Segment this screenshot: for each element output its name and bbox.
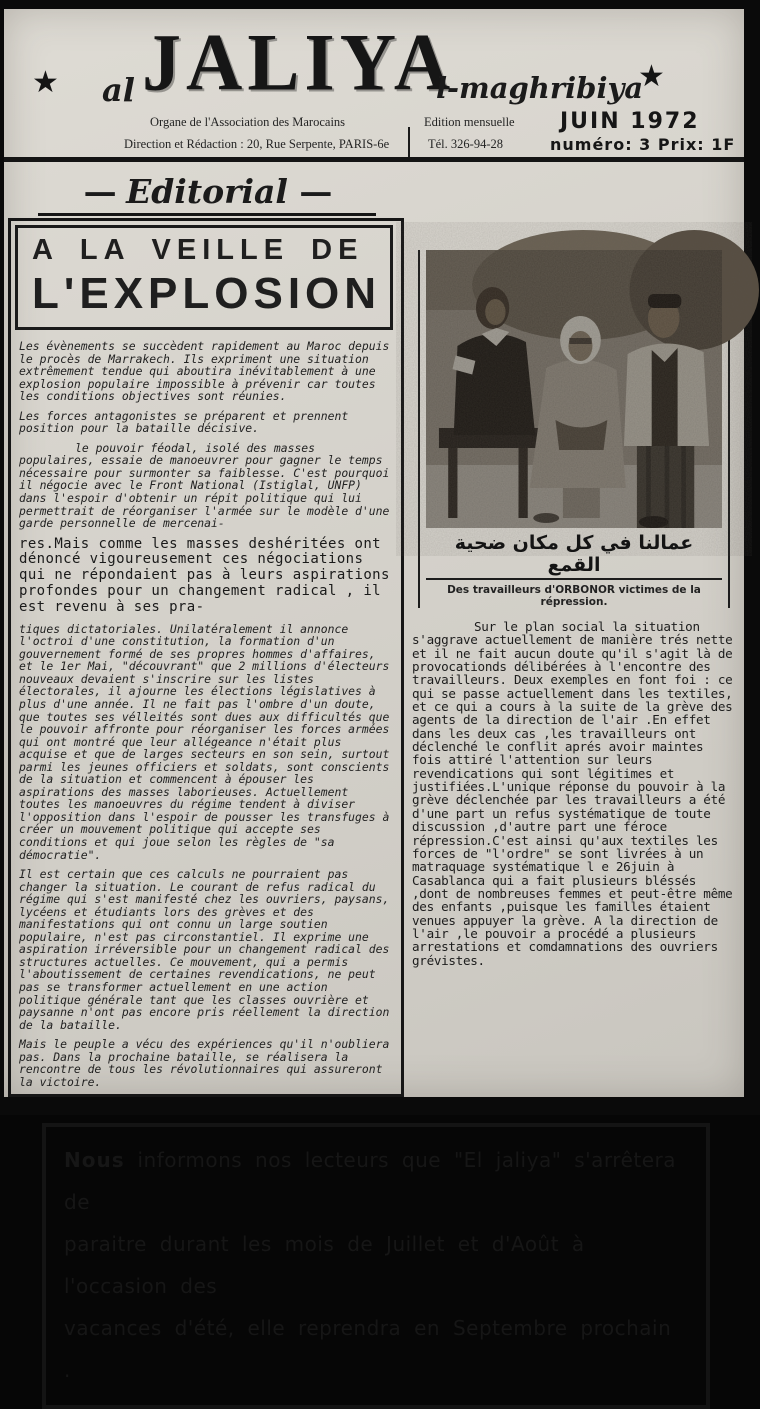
headline-line1: A LA VEILLE DE (32, 234, 364, 266)
masthead-divider-tick (408, 127, 410, 157)
announcement-line: vacances d'été, elle reprendra en Septembre prochain . (64, 1316, 672, 1383)
editorial-box (8, 218, 404, 1097)
announcement-box (42, 1123, 710, 1409)
newspaper-title: JALIYA (142, 15, 456, 108)
social-column (406, 162, 740, 980)
editorial-paragraph: Mais le peuple a vécu des expériences qu'il n'oubliera pas. Dans la prochaine bataille, se réalisera la rencontre de tous les révolutionnaires qui assureront la victoire. (19, 1037, 390, 1089)
organ-line: Organe de l'Association des Marocains (150, 115, 346, 129)
star-icon: ★ (638, 59, 665, 94)
editorial-paragraph: Il est certain que ces calculs ne pourraient pas changer la situation. Le courant de refus radical du régime qui s'est manifesté chez les ouvriers, paysans, lycéens et étudiants lors des grèves et des manifestations qui ont connu un large soutien populaire, n'est pas circonstantiel. Il exprime une aspiration irréversible pour un changement radical des structures actuelles. Ce mouvement, qui a permis l'aboutissement de certaines revendications, ne peut pas se transformer actuellement en une action politique générale tant que les classes ouvrière et paysanne n'ont pas encore pris réellement la direction de la bataille. (19, 867, 390, 1032)
workers-photo (426, 250, 722, 528)
handwritten-date: JUIN 1972 (560, 109, 700, 134)
announcement-lead: Nous (64, 1148, 125, 1173)
announcement-line-text: informons nos lecteurs que "El jaliya" s'arrêtera de (64, 1148, 677, 1215)
editorial-paragraph: le pouvoir féodal, isolé des masses populaires, essaie de manoeuvrer pour gagner le temps nécessaire pour surmonter sa faiblesse. C'est pourquoi il négocie avec le Front National (Istiglal, UNFP) dans l'espoir d'obtenir un répit politique qui lui permettrait de réorganiser l'armée sur le modèle d'une garde personnelle de mercenai- (19, 440, 390, 531)
paper-sheet (4, 9, 744, 1383)
masthead-pre-title: al (102, 71, 135, 109)
address-line: Direction et Rédaction : 20, Rue Serpente, PARIS-6e (124, 137, 390, 151)
photo-block (418, 250, 730, 608)
editorial-label: Editorial (126, 172, 288, 211)
announcement-line (64, 1139, 690, 1223)
dash-ornament: — (299, 172, 331, 211)
handwritten-issue: numéro: 3 Prix: 1F (550, 135, 736, 154)
editorial-paragraph: res.Mais comme les masses deshéritées ont dénoncé vigoureusement ces négociations qui ne répondaient pas à leurs aspirations profondes pour un changement radical , il est revenu à ses pra- (19, 535, 390, 615)
masthead-post-title: l-maghribiya (436, 71, 644, 105)
photo-caption-french: Des travailleurs d'ORBONOR victimes de la répression. (447, 584, 701, 608)
star-icon: ★ (32, 65, 59, 100)
masthead (4, 9, 744, 162)
editorial-column (4, 162, 406, 1097)
editorial-paragraph: tiques dictatoriales. Unilatéralement il annonce l'octroi d'une constitution, la formation d'un gouvernement formé de ses propres hommes d'affaires, et le 1er Mai, "découvrant" que 2 millions d'électeurs nouveaux devaient s'inscrire sur les listes électorales, il ajourne les élections législatives à plus d'une année. Il ne fait pas l'ombre d'un doute, que toutes ses vélleités sont dues aux difficultés que le pouvoir affronte pour réorganiser les forces armées qui ont montré que leur allégeance n'était plus acquise et que de larges secteurs en son sein, surtout parmi les jeunes officiers et soldats, sont conscients de la situation et commencent à épouser les aspirations des masses laborieuses. Actuellement toutes les manoeuvres du régime tendent à diviser l'opposition dans l'espoir de pousser les transfuges à créer un mouvement politique qui accepte ses conditions et qui joue selon les règles de "sa démocratie". (19, 621, 390, 862)
editorial-section-heading (38, 172, 376, 216)
headline-line2: L'EXPLOSION (32, 269, 382, 318)
announcement-line: paraitre durant les mois de Juillet et d'Août à l'occasion des (64, 1232, 585, 1299)
editorial-paragraph: Les évènements se succèdent rapidement au Maroc depuis le procès de Marrakech. Ils expriment une situation extrêmement tendue qui aboutira inévitablement à une explosion populaire impossible à prévenir car toutes les conditions objectives sont réunies. (19, 339, 390, 404)
editorial-paragraph: Les forces antagonistes se préparent et prennent position pour la bataille décisive. (19, 408, 349, 436)
social-article-text: Sur le plan social la situation s'aggrave actuellement de manière trés nette et il ne fait aucun doute qu'il s'agit là de provocationds délibérées à l'encontre des travailleurs. Deux exemples en font foi : ce qui se passe actuellement dans les textiles, et ce qui a cours à la suite de la grève des agents de la direction de l'air .En effet dans les deux cas ,les travailleurs ont déclenché le conflit aprés avoir maintes fois attiré l'attention sur leurs revendications qui sont légitimes et justifiées.L'unique réponse du pouvoir à la grève déclenchée par les travailleurs a été d'une part un refus systématique de toute discussion ,d'autre part une féroce répression.C'est ainsi qu'aux textiles les forces de "l'ordre" se sont livrées à un matraquage systématique l e 26juin à Casablanca qui a fait plusieurs bléssés ,dont de nombreuses femmes et peut-être même des enfants ,puisque les familles étaient venues appuyer la grève. A la direction de l'air ,le pouvoir a procédé a plusieurs arrestations et comdamnations des ouvriers grévistes. (412, 619, 733, 968)
main-content (4, 162, 744, 1097)
phone-line: Tél. 326-94-28 (428, 137, 503, 151)
photo-caption-arabic: عمالنا في كل مكان ضحية القمع (426, 532, 722, 580)
edition-line: Edition mensuelle (424, 115, 515, 129)
dash-ornament: — (83, 172, 115, 211)
editorial-headline (15, 225, 393, 330)
